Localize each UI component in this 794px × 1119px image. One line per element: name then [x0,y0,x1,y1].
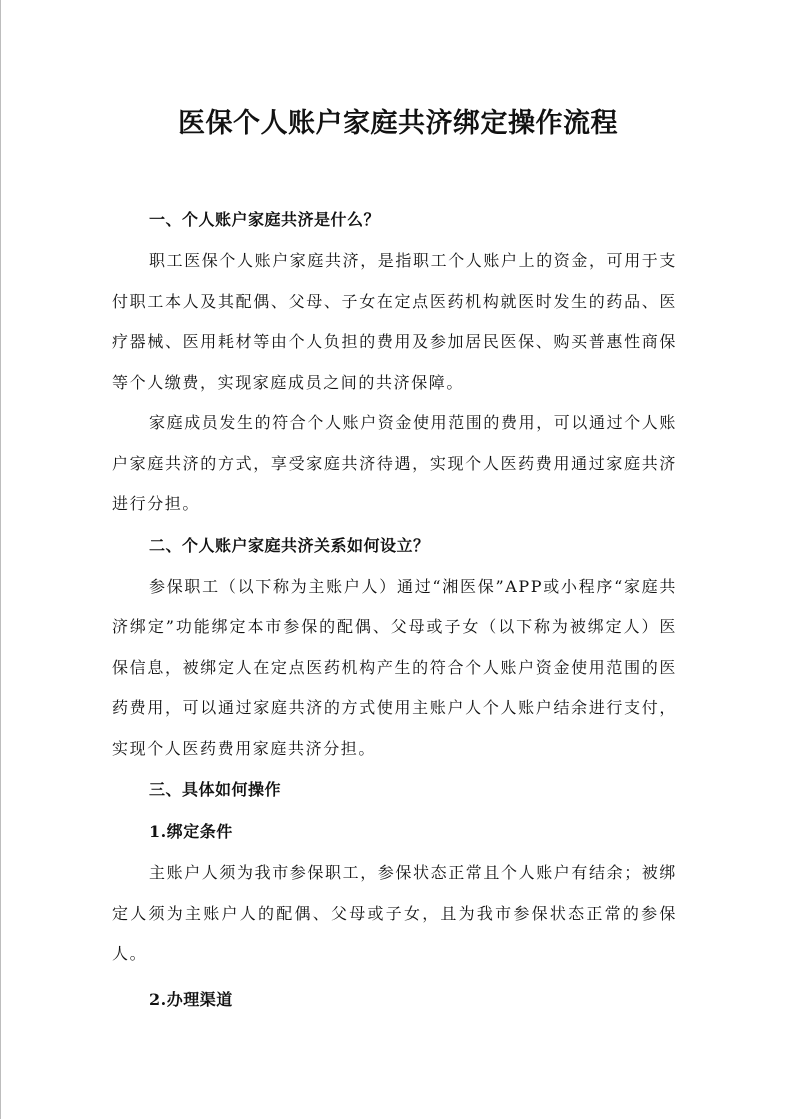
page-title: 医保个人账户家庭共济绑定操作流程 [178,108,618,139]
subheading-binding-conditions: 1.绑定条件 [149,822,233,841]
paragraph-binding-conditions: 主账户人须为我市参保职工，参保状态正常且个人账户有结余；被绑定人须为主账户人的配偶、父母或子女，且为我市参保状态正常的参保人。 [112,863,678,963]
paragraph-definition: 职工医保个人账户家庭共济，是指职工个人账户上的资金，可用于支付职工本人及其配偶、父母、子女在定点医药机构就医时发生的药品、医疗器械、医用耗材等由个人负担的费用及参加居民医保、购买普惠性商保等个人缴费，实现家庭成员之间的共济保障。 [112,251,678,392]
paragraph-family-expenses: 家庭成员发生的符合个人账户资金使用范围的费用，可以通过个人账户家庭共济的方式，享受家庭共济待遇，实现个人医药费用通过家庭共济进行分担。 [112,413,678,513]
section-heading-how-to-operate: 三、具体如何操作 [149,780,282,799]
subheading-handling-channels: 2.办理渠道 [149,989,233,1009]
section-heading-how-to-establish: 二、个人账户家庭共济关系如何设立？ [149,535,430,555]
section-heading-what-is: 一、个人账户家庭共济是什么？ [149,210,381,229]
document-body [112,203,677,1017]
paragraph-establish-relationship: 参保职工（以下称为主账户人）通过“湘医保”APP或小程序“家庭共济绑定”功能绑定本市参保的配偶、父母或子女（以下称为被绑定人）医保信息，被绑定人在定点医药机构产生的符合个人账户资金使用范围的医药费用，可以通过家庭共济的方式使用主账户人个人账户结余进行支付，实现个人医药费用家庭共济分担。 [112,576,677,758]
